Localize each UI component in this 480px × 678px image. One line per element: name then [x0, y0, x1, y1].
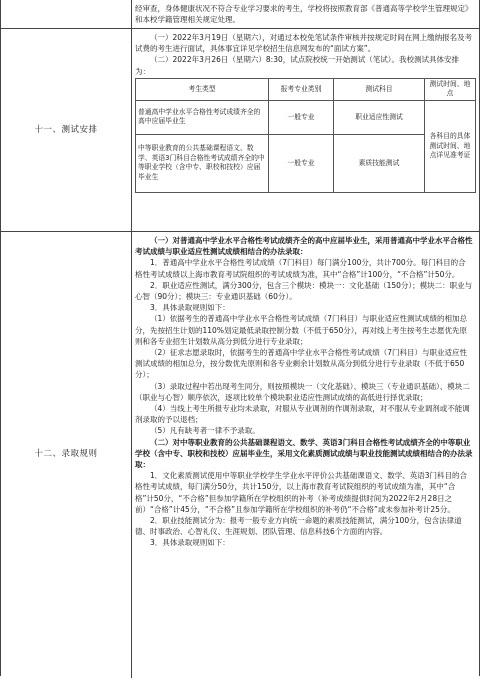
interview-paragraph: （一）2022年3月19日（星期六），对通过本校免笔试条件审核并按规定时间在网上缴纳报名及考试费的考生进行面试，具体事宜详见学校招生信息网发布的“面试方案”。: [135, 33, 473, 54]
time-place-cell: 各科目的具体测试时间、地点详见准考证: [425, 100, 476, 192]
header-time-place: 测试时间、地点: [425, 78, 476, 100]
rule-paragraph: （5）凡有缺考者一律不予录取。: [150, 426, 260, 436]
test-arrangement-row: [1, 28, 479, 232]
admission-rules-content: [132, 232, 476, 678]
subject-cell: 素质技能测试: [334, 134, 425, 192]
admission-rules-row: [1, 231, 479, 678]
physical-exam-row: [1, 0, 479, 28]
rule-paragraph: 2．职业适应性测试，满分300分，包含三个模块：模块一：文化基础（150分）；模块二：职业与心智（90分）；模块三：专业通识基础（60分）。: [135, 280, 473, 302]
rule-paragraph: （2）征求志愿录取时，依据考生的普通高中学业水平合格性考试成绩（7门科目）与职业适应性测试成绩的相加总分，按分数优先原则和各专业剩余计划数从高分到低分进行专业录取（不低于650分）；: [135, 348, 468, 380]
header-category: 报考专业类别: [269, 78, 334, 100]
rule-paragraph: （4）当线上考生所报专业均未录取，对服从专业调剂的作调剂录取，对不服从专业调剂或不能调剂录取的予以退档；: [135, 404, 470, 425]
rule-heading-2: （二）对中等职业教育的公共基础课程语文、数学、英语3门科目合格性考试成绩齐全的中等职业学校（含中专、职校和技校）应届毕业生，采用文化素质测试成绩与职业技能测试成绩相结合的办法录取：: [135, 437, 473, 470]
rule-paragraph: 3．具体录取规则如下：: [150, 303, 230, 313]
table-header-row: [136, 78, 476, 100]
physical-exam-content: [132, 0, 476, 28]
candidate-type-cell: 中等职业教育的公共基础课程语文、数学、英语3门科目合格性考试成绩齐全的中等职业学校（含中专、职校和技校）应届毕业生: [136, 134, 269, 192]
rule-paragraph: 3．具体录取规则如下：: [150, 538, 230, 548]
rule-heading-1: （一）对普通高中学业水平合格性考试成绩齐全的高中应届毕业生，采用普通高中学业水平合格性考试成绩与职业适应性测试成绩相结合的办法录取：: [135, 236, 473, 257]
written-test-paragraph: （二）2022年3月26日（星期六）8:30，试点院校统一开始测试（笔试）。我校测试具体安排为：: [135, 55, 459, 76]
test-arrangement-content: [132, 29, 476, 232]
admission-rules-label: 十二、录取规则: [1, 232, 132, 678]
rule-paragraph: （1）依据考生的普通高中学业水平合格性考试成绩（7门科目）与职业适应性测试成绩的相加总分，先按招生计划的110%划定最低录取控制分数（不低于650分），再对线上考生按考生志愿优先原则和各专业招生计划数从高分到低分进行专业录取；: [135, 314, 468, 346]
table-row: [136, 100, 476, 134]
header-subject: 测试科目: [334, 78, 425, 100]
subject-cell: 职业适应性测试: [334, 100, 425, 134]
test-schedule-table: [135, 78, 476, 193]
test-arrangement-label: 十一、测试安排: [1, 29, 132, 232]
rule-paragraph: 1．文化素质测试使用中等职业学校学生学业水平评价公共基础课语文、数学、英语3门科目的合格性考试成绩，每门满分50分，共计150分，以上海市教育考试院组织的考试成绩为准，其中“合格”计50分，“不合格”但参加学籍所在学校组织的补考（补考成绩提供时间为2022年2月28日之前）“合格”计45分，“不合格”且参加学籍所在学校组织的补考仍“不合格”或未参加补考计25分。: [135, 471, 468, 514]
candidate-type-cell: 普通高中学业水平合格性考试成绩齐全的高中应届毕业生: [136, 100, 269, 134]
header-candidate-type: 考生类型: [136, 78, 269, 100]
rule-paragraph: 2．职业技能测试分为：报考一般专业方向统一命题的素质技能测试，满分100分，包含法律道德、时事政治、心智礼仪、生涯规划、团队管理、信息科技6个方面的内容。: [135, 516, 462, 537]
physical-exam-text: 经审查，身体健康状况不符合专业学习要求的考生，学校将按照教育部《普通高等学校学生管理规定》和本校学籍管理相关规定处理。: [135, 4, 473, 25]
category-cell: 一般专业: [269, 100, 334, 134]
rule-paragraph: 1．普通高中学业水平合格性考试成绩（7门科目）每门满分100分，共计700分。每门科目的合格性考试成绩以上海市教育考试院组织的考试成绩为准，其中“合格”计100分，“不合格”计50分。: [135, 258, 466, 279]
rule-paragraph: （3）录取过程中若出现考生同分，则按照模块一（文化基础）、模块三（专业通识基础）、模块二（职业与心智）顺序依次，逐项比较单个模块职业适应性测试成绩的高低进行择优录取；: [135, 381, 470, 402]
empty-label-cell: [1, 0, 132, 28]
category-cell: 一般专业: [269, 134, 334, 192]
